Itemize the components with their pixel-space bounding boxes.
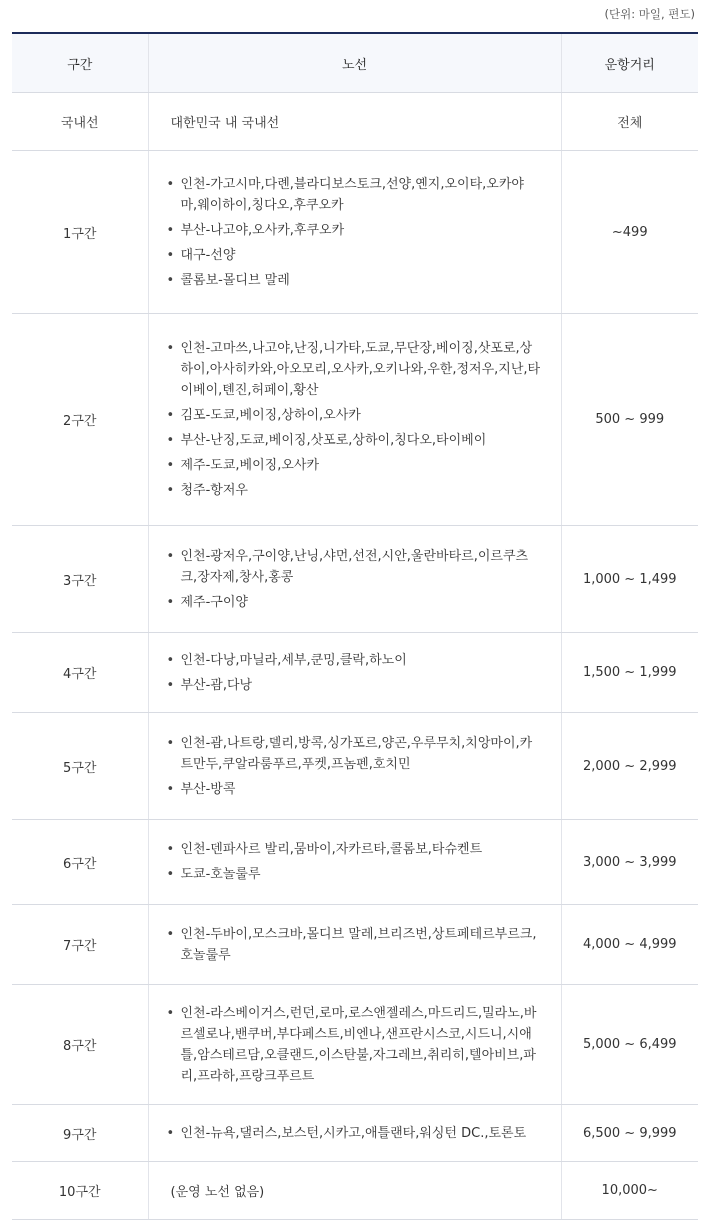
route-cell: [148, 985, 561, 1105]
route-cell: [148, 713, 561, 820]
distance-cell: 5,000 ~ 6,499: [561, 985, 698, 1105]
zone-cell: 8구간: [12, 985, 148, 1105]
route-list: [167, 733, 541, 800]
table-row: [12, 985, 698, 1105]
route-item: • 인천-다낭,마닐라,세부,쿤밍,클락,하노이: [167, 650, 541, 671]
table-row: [12, 633, 698, 713]
distance-cell: 1,000 ~ 1,499: [561, 526, 698, 633]
zone-cell: 10구간: [12, 1162, 148, 1220]
table-header-row: [12, 33, 698, 93]
zone-cell: 3구간: [12, 526, 148, 633]
route-list: [167, 174, 541, 291]
route-item: • 제주-도쿄,베이징,오사카: [167, 455, 541, 476]
route-item: • 인천-괌,나트랑,델리,방콕,싱가포르,양곤,우루무치,치앙마이,카트만두,쿠알라룸푸르,푸켓,프놈펜,호치민: [167, 733, 541, 775]
route-list: [167, 1003, 541, 1087]
distance-cell: 2,000 ~ 2,999: [561, 713, 698, 820]
route-list: [167, 1123, 541, 1144]
route-item: • 부산-난징,도쿄,베이징,삿포로,상하이,칭다오,타이베이: [167, 430, 541, 451]
table-row: [12, 820, 698, 905]
route-item: • 인천-광저우,구이양,난닝,샤먼,선전,시안,울란바타르,이르쿠츠크,장자제,창사,홍콩: [167, 546, 541, 588]
table-row: [12, 151, 698, 314]
route-list: [167, 546, 541, 613]
table-row: [12, 526, 698, 633]
zone-cell: 5구간: [12, 713, 148, 820]
route-cell: [148, 314, 561, 526]
zone-cell: 7구간: [12, 905, 148, 985]
distance-cell: 500 ~ 999: [561, 314, 698, 526]
zone-cell: 4구간: [12, 633, 148, 713]
route-cell: [148, 820, 561, 905]
table-row: [12, 1105, 698, 1162]
header-route: 노선: [148, 33, 561, 93]
distance-cell: 6,500 ~ 9,999: [561, 1105, 698, 1162]
route-list: [167, 924, 541, 966]
table-row: [12, 905, 698, 985]
zone-cell: 2구간: [12, 314, 148, 526]
header-zone: 구간: [12, 33, 148, 93]
route-item: • 인천-뉴욕,댈러스,보스턴,시카고,애틀랜타,워싱턴 DC.,토론토: [167, 1123, 541, 1144]
route-item: • 부산-나고야,오사카,후쿠오카: [167, 220, 541, 241]
route-cell: [148, 905, 561, 985]
table-row: [12, 1162, 698, 1220]
mileage-zone-table: [12, 32, 698, 1220]
distance-cell: 전체: [561, 93, 698, 151]
route-item: • 인천-가고시마,다롄,블라디보스토크,선양,옌지,오이타,오카야마,웨이하이,칭다오,후쿠오카: [167, 174, 541, 216]
zone-cell: 국내선: [12, 93, 148, 151]
distance-cell: 1,500 ~ 1,999: [561, 633, 698, 713]
route-item: • 인천-고마쓰,나고야,난징,니가타,도쿄,무단장,베이징,삿포로,상하이,아사히카와,아오모리,오사카,오키나와,우한,정저우,지난,타이베이,톈진,허페이,황산: [167, 338, 541, 401]
distance-cell: ~499: [561, 151, 698, 314]
zone-cell: 1구간: [12, 151, 148, 314]
route-item: • 청주-항저우: [167, 480, 541, 501]
zone-cell: 6구간: [12, 820, 148, 905]
distance-cell: 4,000 ~ 4,999: [561, 905, 698, 985]
header-distance: 운항거리: [561, 33, 698, 93]
route-list: [167, 839, 541, 885]
unit-note: (단위: 마일, 편도): [604, 7, 695, 21]
route-list: [167, 338, 541, 501]
route-item: • 인천-라스베이거스,런던,로마,로스앤젤레스,마드리드,밀라노,바르셀로나,밴쿠버,부다페스트,비엔나,샌프란시스코,시드니,시애틀,암스테르담,오클랜드,이스탄불,자그레브,취리히,텔아비브,파리,프라하,프랑크푸르트: [167, 1003, 541, 1087]
route-item: • 대구-선양: [167, 245, 541, 266]
route-item: • 인천-두바이,모스크바,몰디브 말레,브리즈번,상트페테르부르크,호놀룰루: [167, 924, 541, 966]
route-cell: [148, 1105, 561, 1162]
route-cell: [148, 526, 561, 633]
route-cell: [148, 151, 561, 314]
distance-cell: 3,000 ~ 3,999: [561, 820, 698, 905]
route-cell: 대한민국 내 국내선: [148, 93, 561, 151]
distance-cell: 10,000~: [561, 1162, 698, 1220]
route-item: • 콜롬보-몰디브 말레: [167, 270, 541, 291]
route-item: • 부산-괌,다낭: [167, 675, 541, 696]
table-row: [12, 93, 698, 151]
zone-cell: 9구간: [12, 1105, 148, 1162]
route-item: • 제주-구이양: [167, 592, 541, 613]
route-list: [167, 650, 541, 696]
route-cell: [148, 633, 561, 713]
route-item: • 인천-덴파사르 발리,뭄바이,자카르타,콜롬보,타슈켄트: [167, 839, 541, 860]
route-item: • 부산-방콕: [167, 779, 541, 800]
table-row: [12, 314, 698, 526]
route-cell: (운영 노선 없음): [148, 1162, 561, 1220]
route-item: • 도쿄-호놀룰루: [167, 864, 541, 885]
table-row: [12, 713, 698, 820]
route-item: • 김포-도쿄,베이징,상하이,오사카: [167, 405, 541, 426]
